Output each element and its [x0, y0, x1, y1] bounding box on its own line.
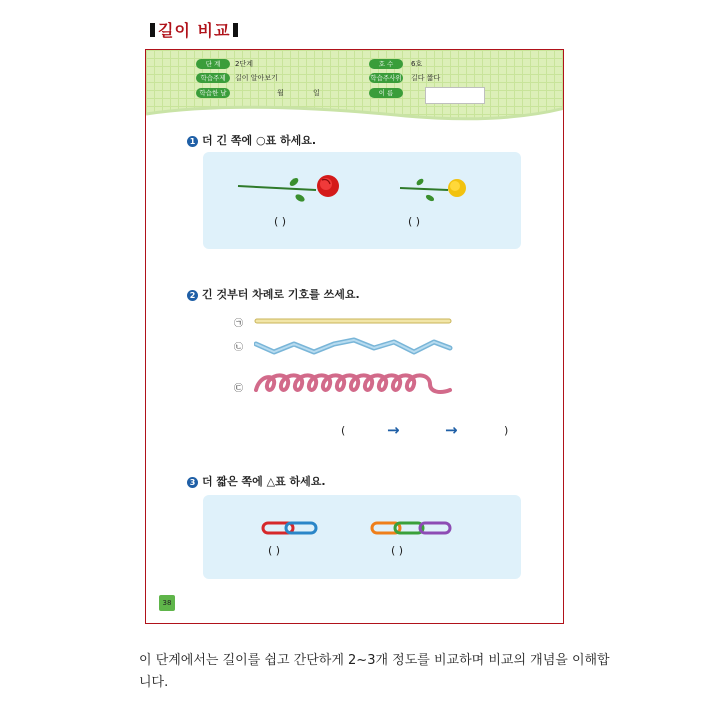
two-paperclip-chain-image — [261, 520, 321, 536]
q3-answer-right[interactable]: ( ) — [391, 544, 404, 557]
title-bullet-left — [150, 23, 155, 37]
caption-text: 이 단계에서는 길이를 쉽고 간단하게 2~3개 정도를 비교하며 비교의 개념을 이해합니다. — [139, 653, 610, 690]
question-3-number: 3 — [187, 477, 198, 488]
tag-dice: 학습주사위 — [370, 74, 402, 82]
tag-name: 이 름 — [369, 88, 403, 98]
name-field[interactable] — [425, 87, 485, 104]
three-paperclip-chain-image — [370, 520, 454, 536]
question-1-text: 더 긴 쪽에 ○표 하세요. — [202, 134, 317, 147]
question-1 — [187, 132, 316, 148]
q3-answer-left[interactable]: ( ) — [268, 544, 281, 557]
value-month: 월 — [277, 89, 284, 97]
value-issue: 6호 — [411, 60, 423, 68]
question-3-box — [203, 495, 521, 579]
value-dice: 길다 짧다 — [411, 74, 441, 82]
straight-line-a — [254, 318, 454, 326]
short-rose-image — [398, 174, 478, 208]
value-day: 일 — [313, 89, 320, 97]
section-title — [147, 18, 241, 41]
tag-date: 학습한 날 — [196, 88, 230, 98]
label-b: ㉡ — [234, 343, 244, 353]
title-bullet-right — [233, 23, 238, 37]
page-number: 38 — [159, 595, 175, 611]
q1-answer-left[interactable]: ( ) — [274, 215, 287, 228]
arrow-right-icon-1: → — [387, 421, 400, 439]
question-2-number: 2 — [187, 290, 198, 301]
long-rose-image — [236, 168, 346, 208]
question-1-number: 1 — [187, 136, 198, 147]
q2-answer-open[interactable]: ( — [341, 424, 346, 437]
coiled-line-c — [254, 368, 454, 400]
header-wave — [146, 100, 564, 130]
question-3-text: 더 짧은 쪽에 △표 하세요. — [202, 475, 326, 488]
label-a: ㉠ — [234, 319, 244, 329]
question-3 — [187, 473, 326, 489]
q2-answer-close[interactable]: ) — [504, 424, 509, 437]
tag-topic: 학습주제 — [196, 73, 230, 83]
arrow-right-icon-2: → — [445, 421, 458, 439]
tag-issue: 호 수 — [369, 59, 403, 69]
value-level: 2단계 — [235, 60, 253, 68]
worksheet — [145, 49, 564, 624]
value-topic: 길이 알아보기 — [235, 74, 278, 82]
question-2 — [187, 286, 360, 302]
label-c: ㉢ — [234, 384, 244, 394]
question-2-text: 긴 것부터 차례로 기호를 쓰세요. — [202, 288, 360, 301]
tag-level: 단 계 — [196, 59, 230, 69]
section-title-text: 길이 비교 — [158, 21, 231, 40]
q1-answer-right[interactable]: ( ) — [408, 215, 421, 228]
zigzag-line-b — [254, 336, 454, 358]
